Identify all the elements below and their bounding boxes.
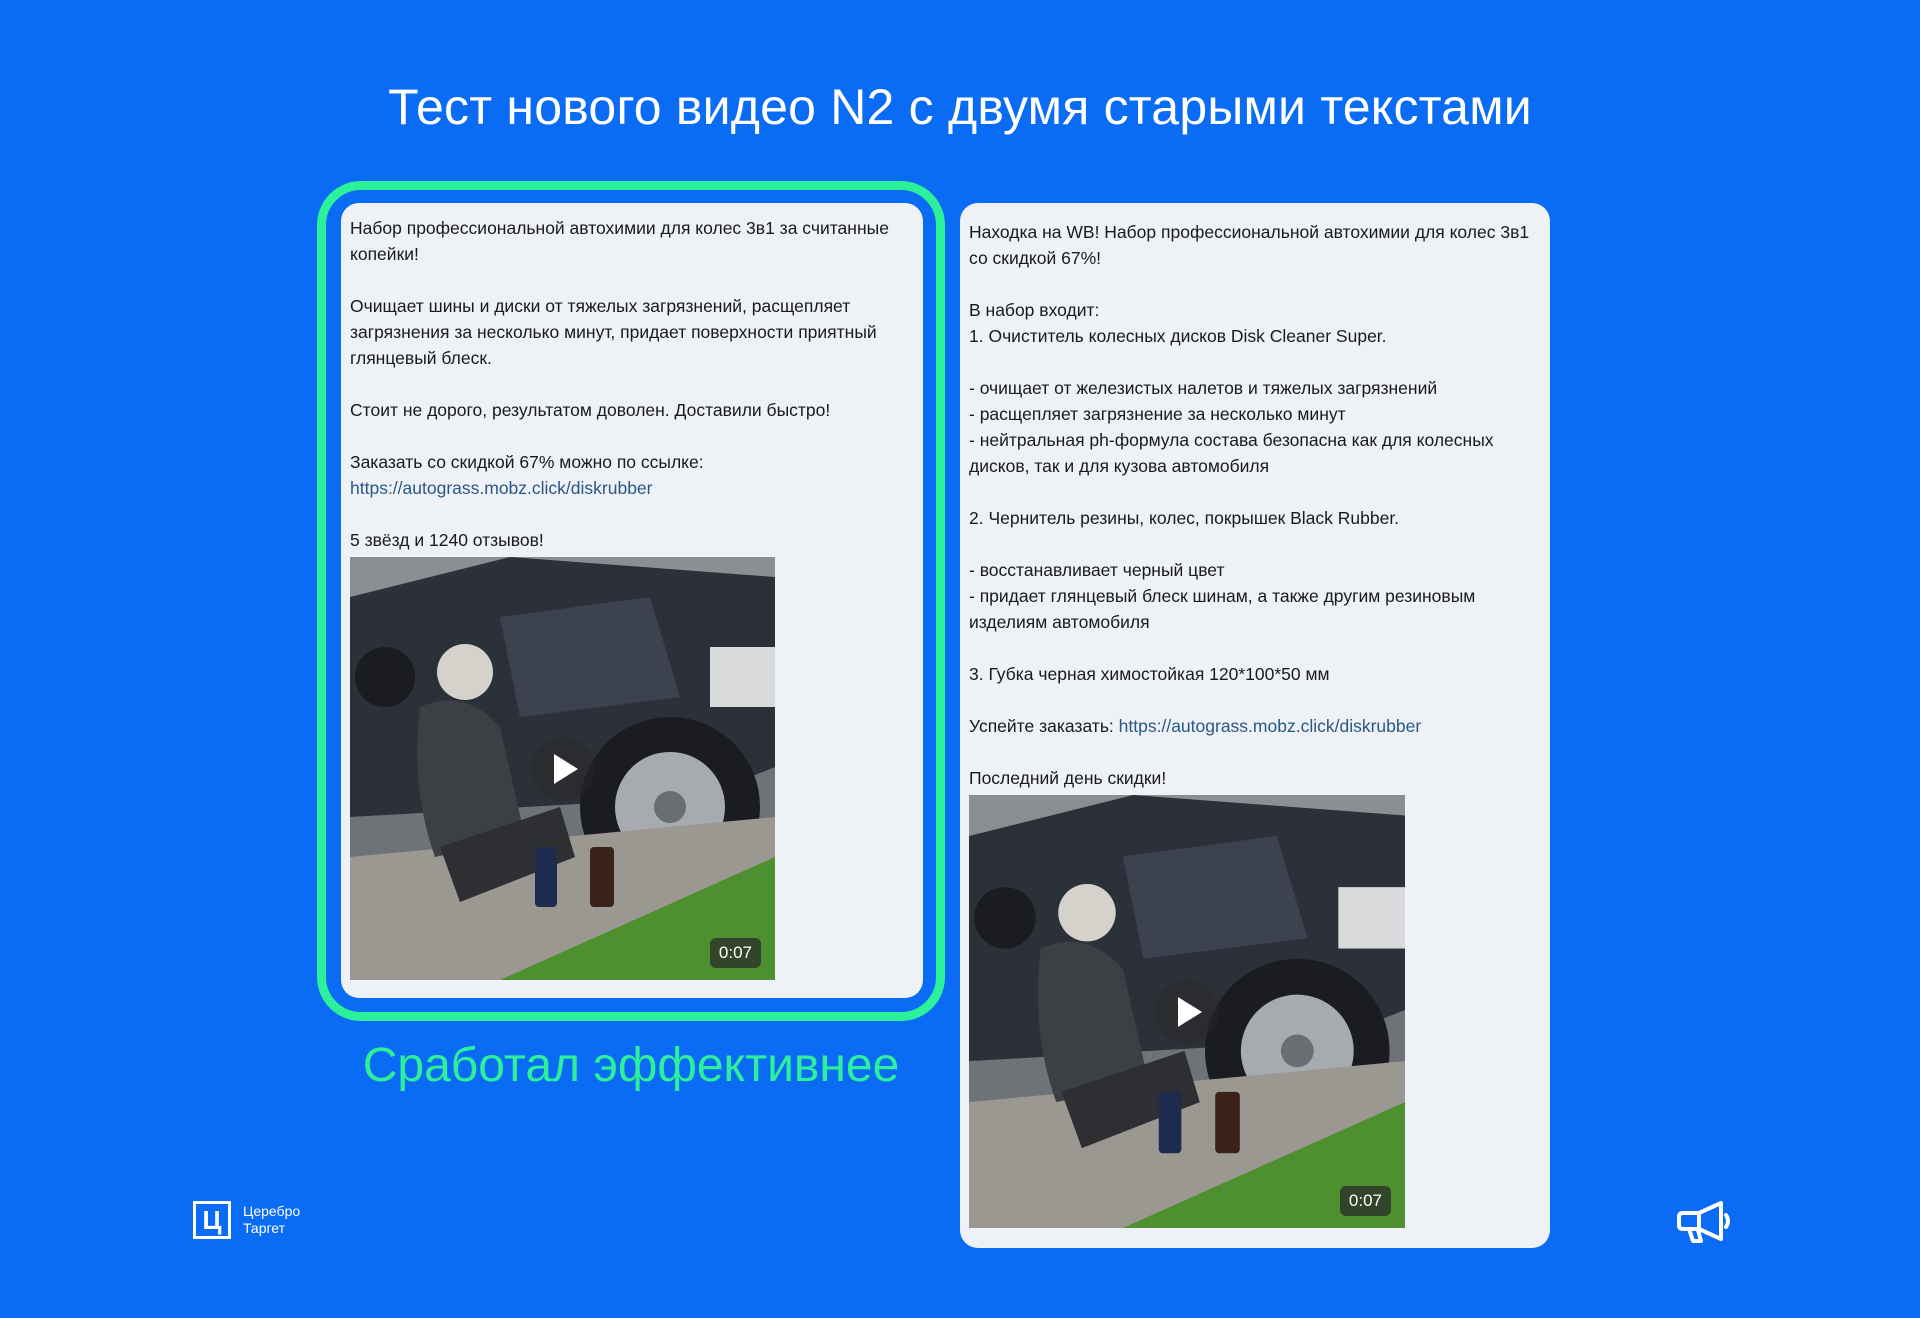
post-text: Последний день скидки! <box>969 768 1167 788</box>
post-text: Стоит не дорого, результатом доволен. Доставили быстро! <box>350 400 831 420</box>
order-label: Успейте заказать: <box>969 716 1114 736</box>
post-text: 5 звёзд и 1240 отзывов! <box>350 530 544 550</box>
post-order-line <box>969 713 1541 739</box>
post-text: 3. Губка черная химостойкая 120*100*50 мм <box>969 664 1330 684</box>
play-icon <box>554 754 578 784</box>
slide-title: Тест нового видео N2 с двумя старыми текстами <box>388 79 1532 135</box>
megaphone-icon <box>1677 1199 1731 1245</box>
play-button[interactable] <box>1155 980 1219 1044</box>
brand-mark: Ц <box>193 1201 231 1239</box>
post-link[interactable]: https://autograss.mobz.click/diskrubber <box>350 478 653 498</box>
post-card-right <box>960 203 1550 1248</box>
post-text: - очищает от железистых налетов и тяжелых загрязнений - расщепляет загрязнение за несколько минут - нейтральная ph-формула состава безопасна как для колесных дисков, так и для кузова автомобиля <box>969 378 1494 476</box>
post-card-left <box>341 203 923 998</box>
post-text: Находка на WB! Набор профессиональной автохимии для колес 3в1 со скидкой 67%! <box>969 222 1530 268</box>
brand-name-line1: Церебро <box>243 1203 301 1219</box>
post-link[interactable]: https://autograss.mobz.click/diskrubber <box>1118 716 1422 736</box>
video-duration: 0:07 <box>710 938 761 968</box>
brand-name <box>243 1203 300 1237</box>
brand-name-line2: Таргет <box>243 1220 286 1236</box>
post-text: Заказать со скидкой 67% можно по ссылке: <box>350 452 704 472</box>
video-player[interactable] <box>350 557 775 980</box>
play-icon <box>1178 997 1202 1027</box>
video-player[interactable] <box>969 795 1405 1228</box>
post-text: Набор профессиональной автохимии для колес 3в1 за считанные копейки! <box>350 218 889 264</box>
post-text: Очищает шины и диски от тяжелых загрязнений, расщепляет загрязнения за несколько минут, придает поверхности приятный глянцевый блеск. <box>350 296 877 368</box>
post-text: - восстанавливает черный цвет - придает глянцевый блеск шинам, а также другим резиновым изделиям автомобиля <box>969 560 1476 632</box>
video-duration: 0:07 <box>1340 1186 1391 1216</box>
brand-logo <box>193 1201 300 1239</box>
post-text: В набор входит: 1. Очиститель колесных дисков Disk Cleaner Super. <box>969 300 1387 346</box>
post-text: 2. Чернитель резины, колес, покрышек Black Rubber. <box>969 508 1400 528</box>
winner-caption: Сработал эффективнее <box>362 1039 900 1092</box>
play-button[interactable] <box>531 737 595 801</box>
